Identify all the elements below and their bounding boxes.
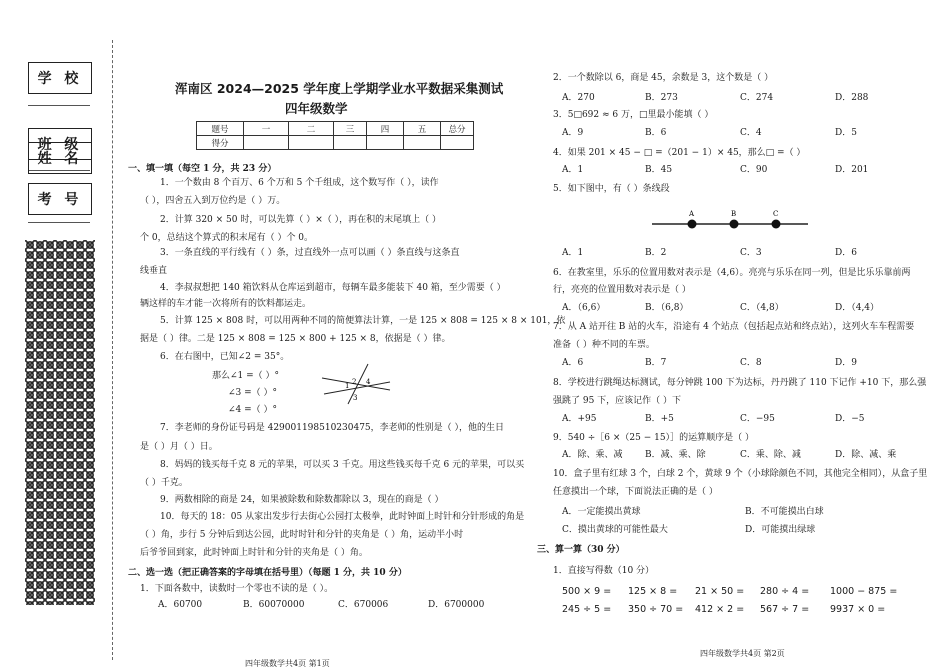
calc-item: 245 ÷ 5 = bbox=[562, 604, 612, 615]
calc-item: 1000 − 875 = bbox=[830, 586, 898, 597]
score-cell: 总分 bbox=[441, 122, 474, 136]
question-line: 是（ ）月（ ）日。 bbox=[140, 442, 218, 452]
question-line: 6．在右图中，已知∠2 = 35°。 bbox=[160, 352, 290, 362]
school-field: 学 校 bbox=[28, 62, 92, 94]
binding-line bbox=[112, 40, 113, 660]
footer-right: 四年级数学共4页 第2页 bbox=[700, 649, 785, 658]
calc-item: 21 × 50 = bbox=[695, 586, 745, 597]
question-line: 1．一个数由 8 个百万、6 个万和 5 个千组成，这个数写作（ ），读作 bbox=[160, 178, 439, 188]
score-cell: 一 bbox=[244, 122, 289, 136]
question-line: （ ）角，步行 5 分钟后到达公园，此时时针和分针的夹角是（ ）角，运动半小时 bbox=[140, 530, 464, 540]
option: D．288 bbox=[835, 93, 869, 103]
option: A．1 bbox=[562, 165, 584, 175]
question-line: 那么∠1 =（ ）° bbox=[212, 371, 280, 381]
security-pattern bbox=[25, 240, 95, 605]
option: B．273 bbox=[645, 93, 678, 103]
question-line: 任意摸出一个球，下面说法正确的是（ ） bbox=[553, 487, 718, 497]
score-cell bbox=[404, 136, 441, 150]
option: B．7 bbox=[645, 358, 667, 368]
option: A．6 bbox=[562, 358, 584, 368]
score-table bbox=[196, 121, 474, 150]
question-line: 8．妈妈的钱买每千克 8 元的苹果，可以买 3 千克。用这些钱买每千克 6 元的苹果，可以买 bbox=[160, 460, 525, 470]
angle-figure bbox=[318, 360, 393, 405]
option: B．+5 bbox=[645, 414, 674, 424]
question-line: 6．在教室里，乐乐的位置用数对表示是（4,6）。亮亮与乐乐在同一列，但是比乐乐靠前两 bbox=[553, 268, 911, 278]
option: C．4 bbox=[740, 128, 762, 138]
point-label: B bbox=[731, 210, 737, 218]
option: D．（4,4） bbox=[835, 303, 880, 313]
option: D．6700000 bbox=[428, 600, 485, 610]
option: A．除、乘、减 bbox=[562, 450, 623, 460]
calc-item: 500 × 9 = bbox=[562, 586, 612, 597]
question-line: 10．每天的 18：05 从家出发步行去街心公园打太极拳，此时钟面上时针和分针形成的角是 bbox=[160, 512, 525, 522]
option: B．45 bbox=[645, 165, 673, 175]
question-line: 个 0，总结这个算式的积末尾有（ ）个 0。 bbox=[140, 233, 314, 243]
score-cell bbox=[367, 136, 404, 150]
question-line: 强跳了 95 下，应该记作（ ）下 bbox=[553, 396, 682, 406]
question-line: 7．李老师的身份证号码是 429001198510230475，李老师的性别是（ ），他的生日 bbox=[160, 423, 505, 433]
question-line: 8．学校进行跳绳达标测试，每分钟跳 100 下为达标，丹丹跳了 110 下记作 +10 下，那么强 bbox=[553, 378, 927, 388]
option: A．60700 bbox=[158, 600, 203, 610]
question-line: 线垂直 bbox=[140, 266, 168, 276]
segment-figure bbox=[650, 208, 810, 234]
score-cell: 得分 bbox=[197, 136, 244, 150]
question-line: 3．5□692 ≈ 6 万，□里最小能填（ ） bbox=[553, 110, 714, 120]
question-line: 二、选一选（把正确答案的字母填在括号里）（每题 1 分，共 10 分） bbox=[128, 568, 407, 578]
option: D．6 bbox=[835, 248, 857, 258]
question-line: 4．如果 201 × 45 − □ =（201 − 1）× 45，那么□ =（ ） bbox=[553, 148, 806, 158]
question-line: （ ）千克。 bbox=[140, 478, 188, 488]
name-field: 姓 名 bbox=[28, 142, 92, 174]
calc-item: 412 × 2 = bbox=[695, 604, 745, 615]
angle-label: 3 bbox=[353, 394, 358, 402]
score-cell: 二 bbox=[289, 122, 334, 136]
question-line: 三、算一算（30 分） bbox=[537, 545, 625, 555]
calc-item: 9937 × 0 = bbox=[830, 604, 886, 615]
question-line: （ ），四舍五入到万位约是（ ）万。 bbox=[140, 196, 286, 206]
question-line: 5．计算 125 × 808 时，可以用两种不同的简便算法计算，一是 125 × 808 = 125 × 8 × 101，依 bbox=[160, 316, 566, 326]
calc-item: 350 ÷ 70 = bbox=[628, 604, 684, 615]
score-cell: 四 bbox=[367, 122, 404, 136]
page-subtitle: 四年级数学 bbox=[285, 101, 348, 116]
question-line: 准备（ ）种不同的车票。 bbox=[553, 340, 655, 350]
option: B．60070000 bbox=[243, 600, 305, 610]
option: A．9 bbox=[562, 128, 584, 138]
option: C．乘、除、减 bbox=[740, 450, 801, 460]
option: C．−95 bbox=[740, 414, 775, 424]
option: B．减、乘、除 bbox=[645, 450, 706, 460]
question-line: ∠3 =（ ）° bbox=[228, 388, 278, 398]
exam-no-field: 考 号 bbox=[28, 183, 92, 215]
option: B．2 bbox=[645, 248, 667, 258]
option: B．（6,8） bbox=[645, 303, 689, 313]
question-line: 7．从 A 站开往 B 站的火车，沿途有 4 个站点（包括起点站和终点站），这列火车车程需要 bbox=[553, 322, 915, 332]
page-title: 浑南区 2024—2025 学年度上学期学业水平数据采集测试 bbox=[175, 81, 504, 96]
divider bbox=[28, 222, 90, 223]
class-field: 班 级 bbox=[28, 128, 92, 160]
option: C．90 bbox=[740, 165, 768, 175]
question-line: 10．盒子里有红球 3 个，白球 2 个，黄球 9 个（小球除颜色不同，其他完全相同），从盒子里 bbox=[553, 469, 928, 479]
option: D．−5 bbox=[835, 414, 865, 424]
option: A．一定能摸出黄球 bbox=[562, 507, 641, 517]
option: C．670006 bbox=[338, 600, 389, 610]
angle-label: 4 bbox=[366, 378, 371, 386]
option: C．8 bbox=[740, 358, 762, 368]
option: C．（4,8） bbox=[740, 303, 784, 313]
calc-item: 567 ÷ 7 = bbox=[760, 604, 810, 615]
point-label: C bbox=[773, 210, 779, 218]
option: A．270 bbox=[562, 93, 595, 103]
calc-item: 280 ÷ 4 = bbox=[760, 586, 810, 597]
calc-item: 125 × 8 = bbox=[628, 586, 678, 597]
question-line: 2．一个数除以 6，商是 45，余数是 3，这个数是（ ） bbox=[553, 73, 774, 83]
option: B．不可能摸出白球 bbox=[745, 507, 824, 517]
option: A．（6,6） bbox=[562, 303, 606, 313]
score-cell: 三 bbox=[334, 122, 367, 136]
option: C．274 bbox=[740, 93, 774, 103]
question-line: 9．两数相除的商是 24，如果被除数和除数都除以 3，现在的商是（ ） bbox=[160, 495, 444, 505]
option: B．6 bbox=[645, 128, 667, 138]
footer-left: 四年级数学共4页 第1页 bbox=[245, 659, 330, 668]
score-cell bbox=[289, 136, 334, 150]
question-line: 3．一条直线的平行线有（ ）条，过直线外一点可以画（ ）条直线与这条直 bbox=[160, 248, 460, 258]
option: D．9 bbox=[835, 358, 857, 368]
option: D．除、减、乘 bbox=[835, 450, 897, 460]
question-line: 后爷爷回到家，此时钟面上时针和分针的夹角是（ ）角。 bbox=[140, 548, 368, 558]
option: C．3 bbox=[740, 248, 762, 258]
divider bbox=[28, 105, 90, 106]
question-line: 9．540 ÷［6 ×（25 − 15）］的运算顺序是（ ） bbox=[553, 433, 754, 443]
question-line: 一、填一填（每空 1 分，共 23 分） bbox=[128, 164, 277, 174]
score-cell bbox=[441, 136, 474, 150]
option: D．可能摸出绿球 bbox=[745, 525, 816, 535]
point-label: A bbox=[689, 210, 695, 218]
question-line: 行，亮亮的位置用数对表示是（ ） bbox=[553, 285, 691, 295]
option: D．201 bbox=[835, 165, 869, 175]
question-line: 2．计算 320 × 50 时，可以先算（ ）×（ ），再在积的末尾填上（ ） bbox=[160, 215, 441, 225]
question-line: 1．下面各数中，读数时一个零也不读的是（ ）。 bbox=[140, 584, 334, 594]
question-line: 4．李叔叔想把 140 箱饮料从仓库运到超市，每辆车最多能装下 40 箱，至少需要（ ） bbox=[160, 283, 506, 293]
question-line: 1．直接写得数（10 分） bbox=[553, 566, 655, 576]
score-cell: 五 bbox=[404, 122, 441, 136]
option: A．+95 bbox=[562, 414, 597, 424]
question-line: 5．如下图中，有（ ）条线段 bbox=[553, 184, 670, 194]
option: A．1 bbox=[562, 248, 584, 258]
question-line: 据是（ ）律。二是 125 × 808 = 125 × 800 + 125 × 8，依据是（ ）律。 bbox=[140, 334, 451, 344]
angle-label: 2 bbox=[352, 378, 357, 386]
score-cell: 题号 bbox=[197, 122, 244, 136]
score-cell bbox=[244, 136, 289, 150]
score-cell bbox=[334, 136, 367, 150]
angle-label: 1 bbox=[345, 382, 350, 390]
option: C．摸出黄球的可能性最大 bbox=[562, 525, 668, 535]
question-line: 辆这样的车才能一次将所有的饮料都运走。 bbox=[140, 299, 312, 309]
question-line: ∠4 =（ ）° bbox=[228, 405, 278, 415]
option: D．5 bbox=[835, 128, 857, 138]
